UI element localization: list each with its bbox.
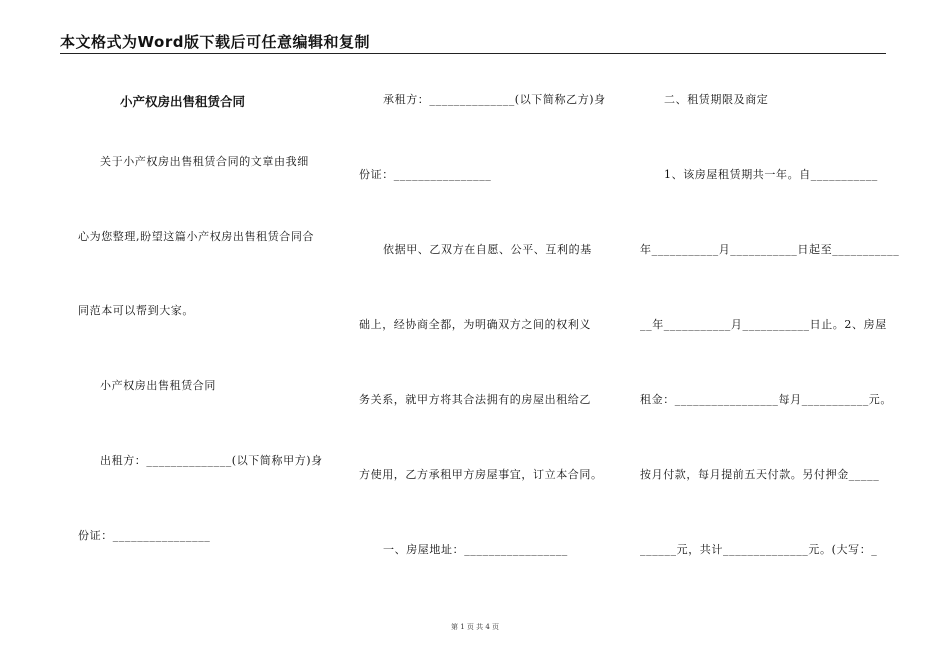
column2-section-heading: 一、房屋地址：_________________ (383, 543, 568, 556)
column1-line: 心为您整理,盼望这篇小产权房出售租赁合同合 (78, 230, 315, 243)
column2-line: 份证：________________ (359, 168, 492, 181)
document-header: 本文格式为Word版下载后可任意编辑和复制 (60, 33, 370, 51)
column3-line: 年___________月___________日起至___________ (640, 243, 900, 256)
column2-line: 依据甲、乙双方在自愿、公平、互利的基 (383, 243, 592, 256)
column3-section-heading: 二、租赁期限及商定 (664, 93, 769, 106)
column3-line: ______元，共计______________元。(大写：_ (640, 543, 878, 556)
column2-line: 方使用，乙方承租甲方房屋事宜，订立本合同。 (359, 468, 603, 481)
column1-line: 出租方：______________(以下简称甲方)身 (100, 454, 323, 467)
column3-line: 1、该房屋租赁期共一年。自___________ (664, 168, 878, 181)
page-number: 第 1 页 共 4 页 (450, 623, 500, 631)
column3-line: 按月付款，每月提前五天付款。另付押金_____ (640, 468, 880, 481)
column1-line: 关于小产权房出售租赁合同的文章由我细 (100, 155, 309, 168)
column1-subtitle: 小产权房出售租赁合同 (100, 379, 216, 392)
column1-line: 份证：________________ (78, 529, 211, 542)
header-divider (60, 53, 886, 54)
document-title: 小产权房出售租赁合同 (120, 94, 246, 109)
column2-line: 础上，经协商全都，为明确双方之间的权利义 (359, 318, 591, 331)
column2-line: 承租方：______________(以下简称乙方)身 (383, 93, 606, 106)
column3-line: __年___________月___________日止。2、房屋 (640, 318, 887, 331)
column1-line: 同范本可以帮到大家。 (78, 304, 194, 317)
column2-line: 务关系，就甲方将其合法拥有的房屋出租给乙 (359, 393, 591, 406)
column3-line: 租金：_________________每月___________元。 (640, 393, 892, 406)
